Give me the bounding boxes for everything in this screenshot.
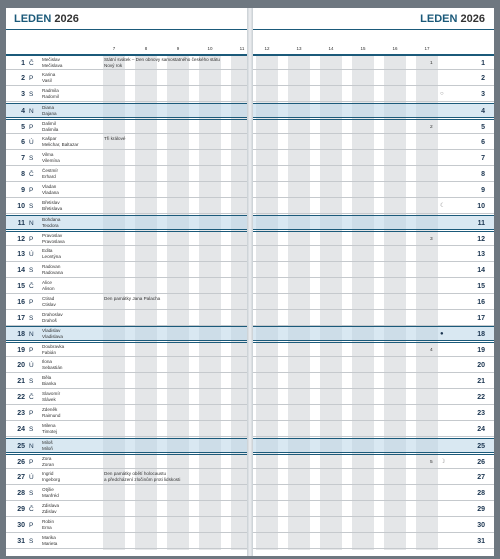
- name-day: Bianka: [42, 381, 57, 387]
- month-title-left: [14, 13, 79, 25]
- hour-label: 8: [144, 46, 148, 51]
- month-name: LEDEN: [420, 13, 458, 25]
- day-number: 25: [477, 443, 485, 451]
- name-day: Vasil: [42, 77, 52, 83]
- day-number: 3: [481, 90, 485, 98]
- day-number: 8: [21, 170, 25, 178]
- name-days: [42, 312, 100, 324]
- year: 2026: [54, 13, 79, 25]
- day-number: 15: [477, 282, 485, 290]
- day-row: [6, 167, 247, 182]
- name-days: [42, 535, 100, 547]
- day-row: [6, 470, 247, 485]
- day-number: 7: [21, 154, 25, 162]
- name-day: Ctirad: [42, 295, 55, 301]
- day-number: 29: [477, 506, 485, 514]
- name-day: Vladan: [42, 183, 57, 189]
- day-number: 5: [481, 123, 485, 131]
- name-days: [42, 88, 100, 100]
- day-row: [6, 215, 247, 230]
- day-row: [6, 486, 247, 501]
- weekday-abbr: S: [29, 490, 34, 498]
- day-number: 10: [17, 202, 25, 210]
- name-day: Zdislav: [42, 509, 57, 515]
- day-row: [6, 326, 247, 341]
- moon-phase-icon: ☽: [440, 459, 446, 466]
- name-day: Milena: [42, 423, 56, 429]
- name-days: [42, 487, 100, 499]
- day-number: 6: [21, 138, 25, 146]
- name-day: Sebastián: [42, 365, 63, 371]
- day-number: 27: [17, 474, 25, 482]
- day-row: [253, 295, 494, 310]
- name-day: Karina: [42, 71, 56, 77]
- holiday-note-line: a předcházení zločinům proti lidskosti: [104, 477, 181, 483]
- day-number: 4: [481, 107, 485, 115]
- day-number: 19: [17, 347, 25, 355]
- day-row: [253, 534, 494, 549]
- weekday-abbr: Ú: [29, 138, 34, 146]
- name-day: Erna: [42, 525, 52, 531]
- day-row: [6, 438, 247, 453]
- day-row: [253, 486, 494, 501]
- day-number: 20: [477, 362, 485, 370]
- name-day: Mečislav: [42, 57, 60, 62]
- month-title-right: [420, 13, 485, 25]
- name-day: Bohdana: [42, 216, 61, 222]
- name-day: Slávek: [42, 397, 56, 403]
- day-row: [6, 374, 247, 389]
- hour-label: 12: [264, 46, 270, 51]
- name-day: Zdeněk: [42, 407, 58, 413]
- day-number: 5: [21, 123, 25, 131]
- day-number: 2: [481, 74, 485, 82]
- name-day: Radomil: [42, 93, 59, 99]
- hour-label: 14: [328, 46, 334, 51]
- hour-label: 7: [112, 46, 116, 51]
- day-row: [6, 358, 247, 373]
- week-number: 5: [430, 460, 433, 466]
- name-day: Edita: [42, 247, 53, 253]
- day-number: 8: [481, 170, 485, 178]
- day-number: 30: [17, 522, 25, 530]
- weekday-abbr: Č: [29, 60, 34, 67]
- day-row: [253, 470, 494, 485]
- name-days: [42, 217, 100, 229]
- name-day: Radmila: [42, 87, 59, 93]
- name-day: Vladislava: [42, 334, 63, 340]
- day-number: 26: [17, 459, 25, 467]
- holiday-note-line: Den památky Jana Palacha: [104, 295, 161, 301]
- holiday-note: [104, 471, 180, 483]
- name-days: [42, 136, 100, 148]
- day-row: [6, 518, 247, 533]
- name-day: Dalimila: [42, 126, 59, 132]
- holiday-note-line: Tři králové: [104, 135, 126, 141]
- day-row: [253, 454, 494, 469]
- name-day: Alice: [42, 279, 52, 285]
- day-row: [253, 502, 494, 517]
- name-days: [42, 168, 100, 180]
- day-number: 14: [17, 266, 25, 274]
- day-number: 27: [477, 474, 485, 482]
- weekday-abbr: Č: [29, 282, 34, 290]
- day-number: 26: [477, 459, 485, 467]
- name-day: Dalimil: [42, 120, 56, 126]
- weekday-abbr: P: [29, 347, 34, 355]
- hour-label: 9: [176, 46, 180, 51]
- day-number: 31: [477, 538, 485, 546]
- day-row: [253, 231, 494, 246]
- day-row: [253, 374, 494, 389]
- weekday-abbr: P: [29, 522, 34, 530]
- day-number: 17: [477, 314, 485, 322]
- hour-label: 10: [207, 46, 213, 51]
- weekday-abbr: N: [29, 331, 34, 339]
- day-row: [6, 295, 247, 310]
- name-days: [42, 344, 100, 356]
- name-days: [42, 423, 100, 435]
- weekday-abbr: Ú: [29, 250, 34, 258]
- name-day: Robin: [42, 519, 55, 525]
- day-row: [6, 342, 247, 357]
- day-number: 19: [477, 347, 485, 355]
- name-day: Mečislava: [42, 63, 63, 68]
- hour-label: 17: [424, 46, 430, 51]
- name-day: Břetislav: [42, 199, 60, 205]
- day-row: [253, 311, 494, 326]
- day-number: 13: [477, 250, 485, 258]
- day-row: [6, 87, 247, 102]
- weekday-abbr: P: [29, 74, 34, 82]
- weekday-abbr: P: [29, 186, 34, 194]
- top-rule: [253, 29, 494, 30]
- weekday-abbr: Ú: [29, 362, 34, 370]
- name-day: Miloš: [42, 440, 53, 446]
- day-row: [253, 422, 494, 437]
- hour-label: 13: [296, 46, 302, 51]
- moon-phase-icon: ○: [440, 90, 444, 97]
- day-row: [253, 167, 494, 182]
- day-row: [6, 247, 247, 262]
- holiday-note-line: Den památky obětí holocaustu: [104, 471, 167, 477]
- name-days: [42, 280, 100, 292]
- name-day: Vladana: [42, 189, 59, 195]
- weekday-abbr: S: [29, 378, 34, 386]
- day-number: 4: [21, 107, 25, 115]
- day-row: [6, 55, 247, 70]
- weekday-abbr: S: [29, 314, 34, 322]
- day-number: 1: [21, 60, 25, 67]
- day-row: [253, 438, 494, 453]
- name-days: [42, 57, 100, 69]
- name-day: Drahoslav: [42, 311, 63, 317]
- day-number: 12: [17, 235, 25, 243]
- holiday-note: [104, 296, 160, 302]
- name-day: Čestmír: [42, 167, 59, 173]
- day-row: [253, 247, 494, 262]
- name-day: Marieta: [42, 541, 58, 547]
- name-day: Vilemína: [42, 157, 60, 163]
- name-days: [42, 519, 100, 531]
- weekday-abbr: S: [29, 90, 34, 98]
- day-row: [6, 231, 247, 246]
- month-name: LEDEN: [14, 13, 52, 25]
- weekday-abbr: S: [29, 426, 34, 434]
- year: 2026: [460, 13, 485, 25]
- day-number: 30: [477, 522, 485, 530]
- weekday-abbr: S: [29, 202, 34, 210]
- name-day: Zora: [42, 456, 52, 462]
- day-number: 28: [17, 490, 25, 498]
- name-day: Leontýna: [42, 253, 61, 259]
- day-number: 16: [477, 298, 485, 306]
- name-days: [42, 121, 100, 133]
- day-row: [253, 103, 494, 118]
- name-days: [42, 105, 100, 117]
- day-row: [253, 342, 494, 357]
- week-number: 2: [430, 124, 433, 130]
- name-days: [42, 296, 100, 308]
- name-day: Vilma: [42, 151, 54, 157]
- day-row: [6, 263, 247, 278]
- day-number: 20: [17, 362, 25, 370]
- name-days: [42, 391, 100, 403]
- name-days: [42, 152, 100, 164]
- day-row: [6, 502, 247, 517]
- weekday-abbr: S: [29, 266, 34, 274]
- top-rule: [6, 29, 247, 30]
- name-days: [42, 248, 100, 260]
- weekday-abbr: P: [29, 123, 34, 131]
- name-days: [42, 72, 100, 84]
- name-day: Radovan: [42, 263, 61, 269]
- day-number: 18: [477, 331, 485, 339]
- day-row: [6, 71, 247, 86]
- day-number: 21: [477, 378, 485, 386]
- day-row: [253, 87, 494, 102]
- day-row: [6, 390, 247, 405]
- name-day: Ingeborg: [42, 477, 61, 483]
- day-number: 18: [17, 331, 25, 339]
- day-number: 9: [481, 186, 485, 194]
- day-row: [6, 279, 247, 294]
- day-row: [253, 135, 494, 150]
- weekday-abbr: P: [29, 235, 34, 243]
- day-row: [6, 454, 247, 469]
- name-days: [42, 375, 100, 387]
- day-row: [253, 263, 494, 278]
- name-day: Alison: [42, 285, 55, 291]
- name-day: Pravoslav: [42, 232, 63, 238]
- day-row: [253, 199, 494, 214]
- name-day: Ilona: [42, 359, 52, 365]
- day-number: 15: [17, 282, 25, 290]
- day-row: [6, 311, 247, 326]
- weekday-abbr: Č: [29, 394, 34, 402]
- name-day: Miloň: [42, 446, 53, 452]
- name-days: [42, 407, 100, 419]
- name-day: Diana: [42, 104, 55, 110]
- name-day: Raimund: [42, 413, 61, 419]
- day-number: 22: [17, 394, 25, 402]
- name-day: Teodora: [42, 222, 59, 228]
- day-number: 3: [21, 90, 25, 98]
- week-number: 4: [430, 348, 433, 354]
- name-day: Otýlie: [42, 487, 54, 493]
- day-number: 22: [477, 394, 485, 402]
- holiday-note-line: Nový rok: [104, 63, 123, 68]
- name-days: [42, 264, 100, 276]
- name-day: Zdislava: [42, 503, 60, 509]
- name-days: [42, 200, 100, 212]
- name-days: [42, 471, 100, 483]
- name-days: [42, 328, 100, 340]
- day-number: 24: [17, 426, 25, 434]
- name-day: Pravoslava: [42, 238, 65, 244]
- left-page: [6, 8, 247, 556]
- name-day: Dajana: [42, 110, 57, 116]
- name-day: Radovana: [42, 269, 63, 275]
- name-day: Erhard: [42, 173, 56, 179]
- day-number: 23: [17, 410, 25, 418]
- day-row: [253, 279, 494, 294]
- name-days: [42, 440, 100, 452]
- weekday-abbr: Č: [29, 506, 34, 514]
- name-day: Fabián: [42, 350, 57, 356]
- day-row: [253, 390, 494, 405]
- weekday-abbr: P: [29, 298, 34, 306]
- name-day: Drahoš: [42, 317, 57, 323]
- day-row: [6, 406, 247, 421]
- name-days: [42, 456, 100, 468]
- name-day: Vladislav: [42, 328, 61, 334]
- name-days: [42, 233, 100, 245]
- day-number: 11: [17, 219, 25, 227]
- day-number: 2: [21, 74, 25, 82]
- day-number: 28: [477, 490, 485, 498]
- moon-phase-icon: ●: [440, 331, 444, 338]
- day-row: [253, 151, 494, 166]
- name-day: Doubravka: [42, 344, 65, 350]
- name-day: Melichar, Baltazar: [42, 141, 79, 147]
- name-days: [42, 184, 100, 196]
- day-row: [253, 183, 494, 198]
- day-row: [6, 199, 247, 214]
- day-row: [253, 215, 494, 230]
- name-day: Manfréd: [42, 493, 59, 499]
- name-day: Zoran: [42, 462, 55, 468]
- day-number: 16: [17, 298, 25, 306]
- moon-phase-icon: ☾: [440, 202, 446, 209]
- weekday-abbr: P: [29, 410, 34, 418]
- name-day: Břetislava: [42, 205, 63, 211]
- day-row: [6, 151, 247, 166]
- hour-label: 16: [392, 46, 398, 51]
- name-day: Ingrid: [42, 471, 54, 477]
- hour-label: 11: [239, 46, 245, 51]
- holiday-note: [104, 136, 125, 142]
- weekday-abbr: Č: [29, 170, 34, 178]
- day-row: [6, 103, 247, 118]
- day-number: 9: [21, 186, 25, 194]
- day-row: [6, 422, 247, 437]
- weekday-abbr: S: [29, 154, 34, 162]
- day-row: [253, 358, 494, 373]
- holiday-note: [104, 57, 220, 69]
- day-number: 12: [477, 235, 485, 243]
- day-number: 17: [17, 314, 25, 322]
- right-page: [253, 8, 494, 556]
- day-number: 29: [17, 506, 25, 514]
- weekday-abbr: Ú: [29, 474, 34, 482]
- day-number: 10: [477, 202, 485, 210]
- name-day: Běla: [42, 375, 52, 381]
- day-number: 7: [481, 154, 485, 162]
- name-day: Ctislav: [42, 301, 56, 307]
- day-number: 14: [477, 266, 485, 274]
- weekday-abbr: N: [29, 219, 34, 227]
- weekday-abbr: S: [29, 538, 34, 546]
- name-day: Kašpar: [42, 135, 57, 141]
- day-number: 23: [477, 410, 485, 418]
- hour-label: 15: [360, 46, 366, 51]
- weekday-abbr: N: [29, 443, 34, 451]
- day-number: 25: [17, 443, 25, 451]
- day-number: 21: [17, 378, 25, 386]
- weekday-abbr: N: [29, 107, 34, 115]
- day-row: [253, 518, 494, 533]
- name-days: [42, 503, 100, 515]
- day-row: [253, 406, 494, 421]
- name-days: [42, 359, 100, 371]
- day-row: [253, 55, 494, 70]
- day-number: 6: [481, 138, 485, 146]
- day-row: [6, 183, 247, 198]
- day-number: 13: [17, 250, 25, 258]
- name-day: Marika: [42, 535, 56, 541]
- day-number: 1: [481, 60, 485, 67]
- day-number: 31: [17, 538, 25, 546]
- name-day: Slavomír: [42, 391, 61, 397]
- day-row: [253, 326, 494, 341]
- day-row: [6, 534, 247, 549]
- day-row: [6, 119, 247, 134]
- week-number: 1: [430, 61, 433, 66]
- holiday-note-line: Státní svátek – Den obnovy samostatného českého státu: [104, 57, 220, 62]
- name-day: Timotej: [42, 429, 57, 435]
- day-number: 11: [477, 219, 485, 227]
- weekday-abbr: P: [29, 459, 34, 467]
- week-number: 3: [430, 236, 433, 242]
- day-row: [253, 71, 494, 86]
- day-row: [253, 119, 494, 134]
- day-row: [6, 135, 247, 150]
- day-number: 24: [477, 426, 485, 434]
